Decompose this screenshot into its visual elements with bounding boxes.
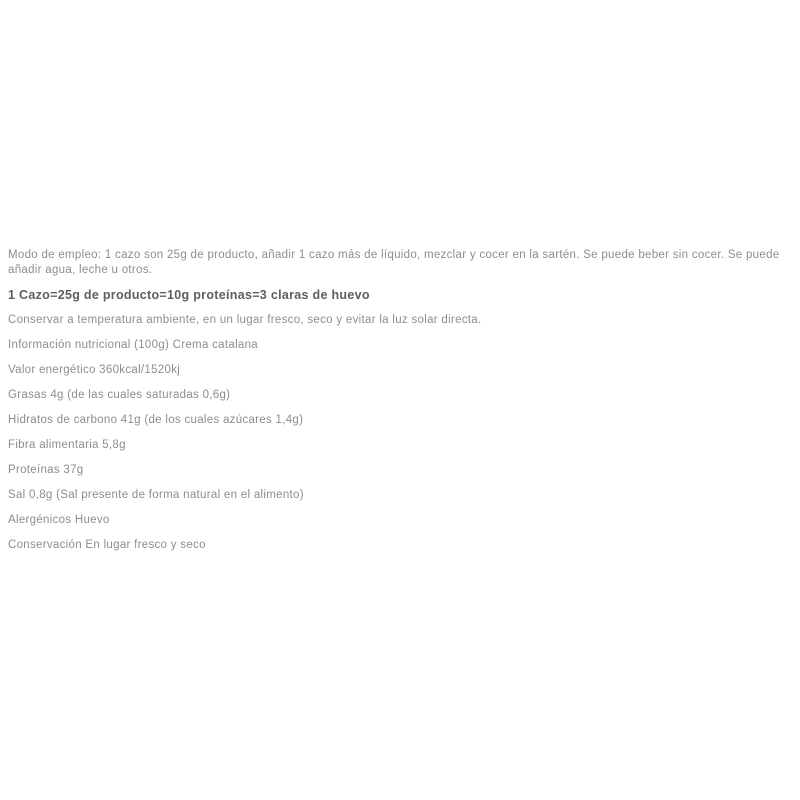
fats-value-text: Grasas 4g (de las cuales saturadas 0,6g)	[8, 389, 231, 401]
storage-instructions-text: Conservar a temperatura ambiente, en un lugar fresco, seco y evitar la luz solar directa.	[8, 314, 482, 326]
fiber-value-text: Fibra alimentaria 5,8g	[8, 439, 126, 451]
nutrition-info-title-text: Información nutricional (100g) Crema catalana	[8, 339, 259, 351]
salt-value-text: Sal 0,8g (Sal presente de forma natural en el alimento)	[8, 489, 304, 501]
usage-instructions-text: Modo de empleo: 1 cazo son 25g de producto, añadir 1 cazo más de líquido, mezclar y cocer en la sartén. Se puede beber sin cocer. Se puede añadir agua, leche u otros.	[8, 249, 780, 276]
dosage-equivalence-heading: 1 Cazo=25g de producto=10g proteínas=3 claras de huevo	[8, 288, 370, 302]
carbohydrates-value-text: Hidratos de carbono 41g (de los cuales azúcares 1,4g)	[8, 414, 304, 426]
conservation-text: Conservación En lugar fresco y seco	[8, 539, 206, 551]
protein-value-text: Proteínas 37g	[8, 464, 84, 476]
allergens-text: Alergénicos Huevo	[8, 514, 110, 526]
energy-value-text: Valor energético 360kcal/1520kj	[8, 364, 181, 376]
